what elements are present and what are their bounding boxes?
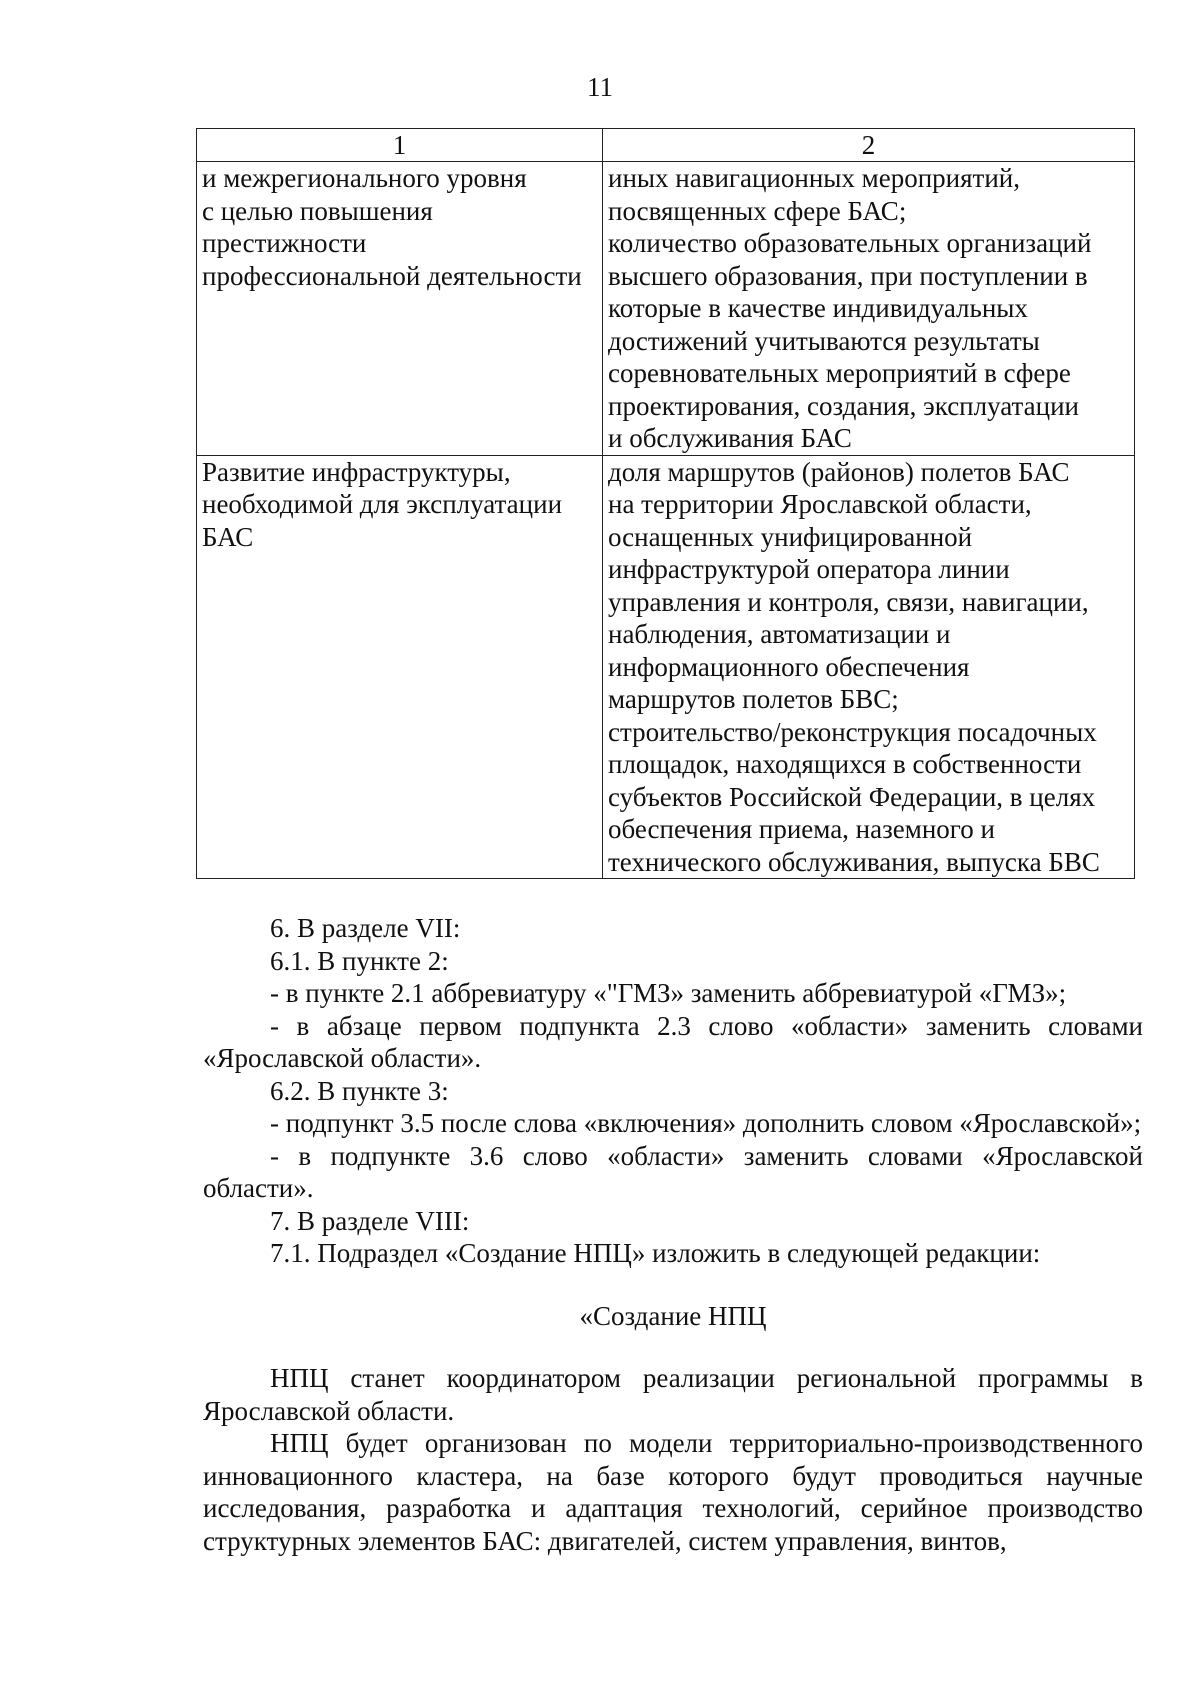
cell-line: необходимой для эксплуатации bbox=[202, 489, 563, 519]
cell-line: с целью повышения bbox=[202, 195, 433, 226]
paragraph: 6.1. В пункте 2: bbox=[270, 945, 449, 976]
cell-line: оснащенных унифицированной bbox=[608, 521, 973, 552]
cell-line: престижности bbox=[202, 228, 367, 258]
cell-line: иных навигационных мероприятий, bbox=[608, 163, 1021, 193]
cell-line: количество образовательных организаций bbox=[608, 228, 1092, 258]
spacer bbox=[203, 1332, 1143, 1362]
section-heading: «Создание НПЦ bbox=[579, 1300, 767, 1331]
cell-line: доля маршрутов (районов) полетов БАС bbox=[608, 456, 1070, 487]
cell-line: посвященных сфере БАС; bbox=[608, 195, 907, 226]
cell-line: Развитие инфраструктуры, bbox=[202, 456, 511, 487]
cell-line: проектирования, создания, эксплуатации bbox=[608, 390, 1079, 421]
cell-line: соревновательных мероприятий в сфере bbox=[608, 358, 1071, 388]
table-header-row bbox=[197, 129, 1135, 162]
paragraph: - подпункт 3.5 после слова «включения» дополнить словом «Ярославской»; bbox=[270, 1108, 1142, 1138]
paragraph: НПЦ будет организован по модели территориально-производственного инновационного кластера, на базе которого будут проводиться научные исследования, разработка и адаптация технологий, серийное производство структурных элементов БАС: двигателей, систем управления, винтов, bbox=[203, 1428, 1143, 1556]
table-cell-indicator bbox=[603, 455, 1135, 879]
paragraph: 6.2. В пункте 3: bbox=[270, 1075, 449, 1106]
cell-line: и обслуживания БАС bbox=[608, 423, 852, 453]
page-number: 11 bbox=[587, 72, 613, 102]
table-cell-task bbox=[197, 162, 603, 456]
cell-line: строительство/реконструкция посадочных bbox=[608, 716, 1097, 747]
table-row bbox=[197, 455, 1135, 879]
cell-line: маршрутов полетов БВС; bbox=[608, 684, 899, 714]
paragraph: - в подпункте 3.6 слово «области» заменить словами «Ярославской области». bbox=[203, 1140, 1143, 1203]
cell-line: информационного обеспечения bbox=[608, 651, 970, 682]
cell-line: и межрегионального уровня bbox=[202, 163, 527, 193]
table-cell-task bbox=[197, 455, 603, 879]
cell-line: субъектов Российской Федерации, в целях bbox=[608, 781, 1096, 812]
indicators-table bbox=[196, 128, 1135, 879]
paragraph: 6. В разделе VII: bbox=[270, 913, 461, 943]
cell-line: технического обслуживания, выпуска БВС bbox=[608, 846, 1100, 877]
paragraph: НПЦ станет координатором реализации региональной программы в Ярославской области. bbox=[203, 1363, 1143, 1426]
table-row bbox=[197, 162, 1135, 456]
cell-line: высшего образования, при поступлении в bbox=[608, 260, 1088, 291]
table-header-col-1: 1 bbox=[197, 129, 603, 162]
cell-line: обеспечения приема, наземного и bbox=[608, 814, 995, 844]
cell-line: достижений учитываются результаты bbox=[608, 325, 1040, 356]
cell-line: инфраструктурой оператора линии bbox=[608, 554, 1010, 584]
cell-line: площадок, находящихся в собственности bbox=[608, 749, 1082, 779]
cell-line: которые в качестве индивидуальных bbox=[608, 293, 1028, 323]
table-cell-indicator bbox=[603, 162, 1135, 456]
cell-line: БАС bbox=[202, 521, 254, 552]
cell-line: наблюдения, автоматизации и bbox=[608, 619, 951, 649]
spacer bbox=[203, 1270, 1143, 1300]
paragraph: 7.1. Подраздел «Создание НПЦ» изложить в следующей редакции: bbox=[270, 1238, 1041, 1268]
paragraph: - в абзаце первом подпункта 2.3 слово «области» заменить словами «Ярославской области». bbox=[203, 1010, 1143, 1073]
paragraph: 7. В разделе VIII: bbox=[270, 1205, 470, 1236]
paragraph: - в пункте 2.1 аббревиатуру «"ГМЗ» заменить аббревиатурой «ГМЗ»; bbox=[270, 978, 1067, 1008]
table-header-col-2: 2 bbox=[603, 129, 1135, 162]
cell-line: управления и контроля, связи, навигации, bbox=[608, 586, 1089, 617]
document-body bbox=[203, 912, 1143, 1557]
cell-line: на территории Ярославской области, bbox=[608, 489, 1032, 519]
cell-line: профессиональной деятельности bbox=[202, 260, 582, 291]
